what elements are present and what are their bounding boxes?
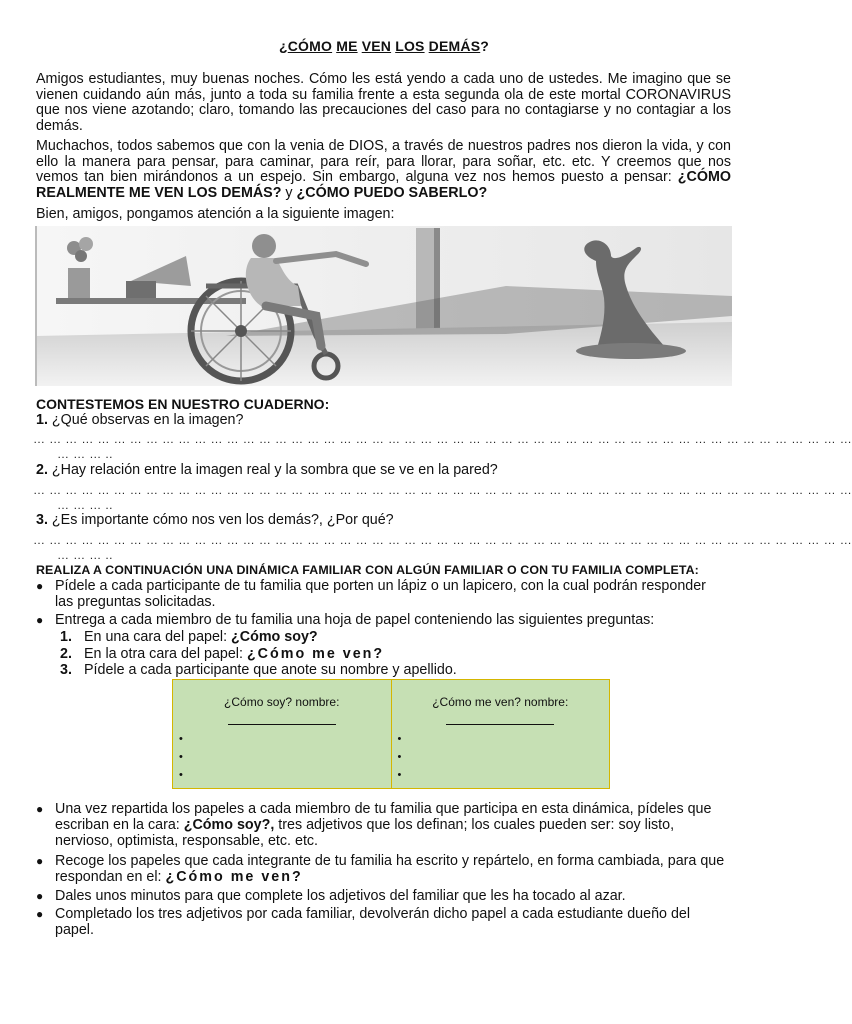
answer-dots-tail: … … … .. [57, 447, 113, 461]
table-cell-como-soy [173, 680, 392, 789]
intro-text: y [281, 184, 297, 201]
answer-dots-tail: … … … .. [57, 548, 113, 562]
sub-number: 2. [60, 646, 72, 662]
bullet-text: Completado los tres adjetivos por cada familiar, devolverán dicho papel a cada estudiante dueño del papel. [55, 906, 691, 938]
activity-bullet-4 [36, 853, 726, 885]
wheelchair-shadow-illustration [36, 226, 732, 386]
sub-item-1 [60, 629, 318, 645]
illustration [36, 226, 732, 386]
bullet-text [55, 801, 726, 849]
intro-bold-question: ¿CÓMO PUEDO SABERLO? [296, 184, 488, 201]
bullet-text [55, 853, 726, 885]
intro-paragraph-3: Bien, amigos, pongamos atención a la siguiente imagen: [36, 206, 395, 222]
title-word: CÓMO [287, 38, 333, 54]
bullet-icon: ● [36, 907, 44, 921]
title-close-question: ? [480, 38, 489, 54]
cell-bullets [179, 730, 391, 784]
question-3 [36, 512, 736, 528]
activity-heading: REALIZA A CONTINUACIÓN UNA DINÁMICA FAMILIAR CON ALGÚN FAMILIAR O CON TU FAMILIA COMPLETA: [36, 563, 699, 577]
cell-heading: ¿Cómo me ven? nombre: [432, 695, 569, 709]
bullet-text: Entrega a cada miembro de tu familia una hoja de papel conteniendo las siguientes preguntas: [55, 612, 655, 628]
bullet-icon: ● [36, 802, 44, 816]
question-1 [36, 412, 736, 428]
table-cell-como-me-ven [391, 680, 610, 789]
bullet-icon: • [179, 751, 183, 763]
question-text: ¿Qué observas en la imagen? [51, 412, 244, 428]
activity-bullet-5 [36, 888, 726, 904]
questions-heading: CONTESTEMOS EN NUESTRO CUADERNO: [36, 396, 330, 412]
bullet-icon: ● [36, 579, 44, 593]
bullet-text-part: tres adjetivos que los definan; los cuales pueden ser: soy listo, nervioso, optimista, responsable, etc. etc. [55, 817, 675, 849]
activity-bullet-1 [36, 578, 726, 610]
title-word: ME [336, 38, 358, 54]
question-2 [36, 462, 736, 478]
bullet-text-part: Una vez repartida los papeles a cada miembro de tu familia que participa en esta dinámica, pídeles que escriban en la cara: [55, 801, 712, 833]
sub-item-3 [60, 662, 457, 678]
sub-item-2 [60, 646, 384, 662]
title-open-question: ¿ [278, 38, 288, 54]
answer-dots-line: … … … … … … … … … … … … … … … … … … … … … … … … … … … … … … … … … … … … … … … … … … … … … … … … … … … [33, 533, 852, 547]
sub-text: En la otra cara del papel: [84, 646, 247, 662]
answer-dots-line: … … … … … … … … … … … … … … … … … … … … … … … … … … … … … … … … … … … … … … … … … … … … … … … … … … … [33, 483, 852, 497]
title-word: DEMÁS [428, 38, 481, 54]
title-word: VEN [361, 38, 392, 54]
title-word: LOS [395, 38, 425, 54]
bullet-text-part: Recoge los papeles que cada integrante de tu familia ha escrito y repártelo, en forma cambiada, para que respondan en el: [55, 853, 725, 885]
intro-paragraph-1: Amigos estudiantes, muy buenas noches. Cómo les está yendo a cada uno de ustedes. Me imagino que se vienen cuidando aún más, junto a toda su familia frente a esta segunda ola de este mortal CORONAVIRUS que nos viene azotando; claro, tomando las precauciones del caso para no contagiarse y no contagiar a los demás. [36, 71, 731, 134]
question-text: ¿Hay relación entre la imagen real y la sombra que se ve en la pared? [51, 462, 498, 478]
answer-table [172, 679, 610, 789]
question-text: ¿Es importante cómo nos ven los demás?, ¿Por qué? [51, 512, 394, 528]
question-number: 3. [36, 512, 48, 528]
cell-bullets [398, 730, 610, 784]
bullet-icon: ● [36, 889, 44, 903]
question-number: 1. [36, 412, 48, 428]
bullet-icon: • [397, 751, 402, 763]
sub-number: 3. [60, 662, 72, 678]
question-number: 2. [36, 462, 48, 478]
intro-bold-question: ¿CÓMO REALMENTE ME VEN LOS DEMÁS? [36, 169, 731, 201]
sub-text: En una cara del papel: [84, 629, 232, 645]
bullet-bold: ¿Cómo me ven? [165, 869, 303, 885]
name-underline [446, 723, 554, 725]
answer-dots-tail: … … … .. [57, 498, 113, 512]
sub-text: Pídele a cada participante que anote su nombre y apellido. [84, 662, 457, 678]
cell-heading: ¿Cómo soy? nombre: [224, 695, 340, 709]
bullet-icon: • [179, 733, 183, 745]
intro-text: Muchachos, todos sabemos que con la venia de DIOS, a través de nuestros padres nos dieron la vida, y con ello la manera para pensar, para caminar, para reír, para llorar, para soñar, etc. etc. Y creemos que nos vemos tan bien mirándonos a un espejo. Sin embargo, alguna vez nos hemos puesto a pensar: [36, 138, 731, 186]
activity-bullet-6 [36, 906, 726, 938]
sub-bold: ¿Cómo me ven? [246, 646, 385, 662]
bullet-bold: ¿Cómo soy?, [183, 817, 275, 833]
bullet-text: Dales unos minutos para que complete los adjetivos del familiar que les ha tocado al azar. [55, 888, 626, 904]
sub-bold: ¿Cómo soy? [231, 629, 318, 645]
bullet-icon: • [179, 769, 183, 781]
bullet-icon: ● [36, 854, 44, 868]
intro-paragraph-2 [36, 139, 731, 201]
bullet-icon: • [397, 733, 402, 745]
answer-dots-line: … … … … … … … … … … … … … … … … … … … … … … … … … … … … … … … … … … … … … … … … … … … … … … … … … … … [33, 432, 852, 446]
name-underline [228, 723, 336, 725]
bullet-icon: ● [36, 613, 44, 627]
activity-bullet-3 [36, 801, 726, 849]
page-title [0, 38, 768, 54]
bullet-text: Pídele a cada participante de tu familia que porten un lápiz o un lapicero, con la cual podrán responder las preguntas solicitadas. [55, 578, 706, 610]
bullet-icon: • [397, 769, 402, 781]
activity-bullet-2 [36, 612, 726, 628]
sub-number: 1. [60, 629, 72, 645]
